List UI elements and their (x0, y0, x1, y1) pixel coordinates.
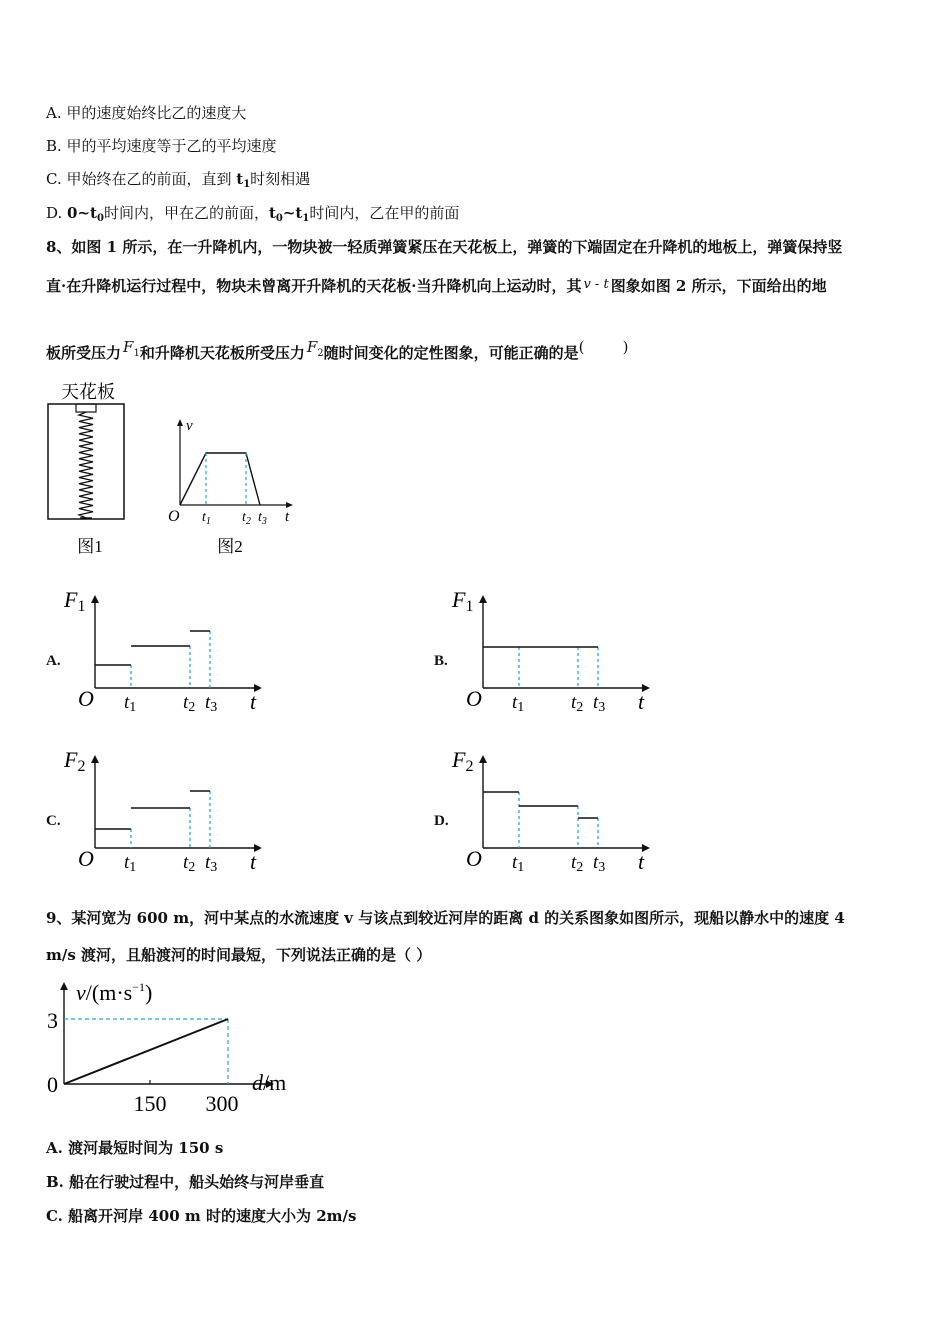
q8-stem-line2 (46, 275, 827, 296)
q8-fig2-t3-sub: 3 (261, 516, 267, 527)
q8-option-d-t1-t: t (512, 852, 518, 873)
q8-fig2-origin: O (168, 508, 180, 525)
q8-fig2-t1-sub: 1 (205, 516, 211, 527)
q8-fig2-t3 (258, 510, 267, 527)
q8-option-d-t2 (571, 852, 583, 875)
q8-option-a-t1-sub: 1 (129, 700, 137, 715)
q9-y-close: ) (145, 980, 153, 1005)
q8-option-c-f-label-f: F (64, 747, 78, 772)
q8-fig2-v-label: v (186, 418, 193, 434)
q7-option-d-a-sub: 0 (96, 213, 104, 224)
q8-option-c-t2-sub: 2 (188, 860, 196, 875)
q8-option-c-t3-sub: 3 (210, 860, 218, 875)
q8-option-b-t2 (571, 692, 583, 715)
q8-fig2-t2-t: t (242, 510, 246, 525)
q8-option-a-t1-t: t (124, 692, 130, 713)
q9-stem-line2: m/s 渡河，且船渡河的时间最短，下列说法正确的是（ ） (46, 946, 432, 964)
q8-option-d-t3-sub: 3 (598, 860, 606, 875)
q8-option-c-f-label (63, 747, 85, 775)
q8-f2-sub: 2 (317, 348, 324, 359)
q8-option-b-t3 (593, 692, 605, 715)
q8-option-d-t1 (512, 852, 524, 875)
q9-velocity-line (64, 1019, 228, 1084)
q8-f2-symbol: F (306, 338, 318, 356)
q9-y-exp: −1 (132, 980, 145, 994)
q8-option-a-f-arrow (91, 595, 99, 603)
q8-fig2-t1 (202, 510, 211, 527)
q7-option-c-t: t (236, 170, 244, 188)
q8-option-a-t-label: t (250, 689, 257, 714)
q8-fig2-v-arrow (177, 419, 183, 426)
q7-option-b: B. 甲的平均速度等于乙的平均速度 (46, 137, 277, 155)
q8-option-b-f-label-f: F (452, 587, 466, 612)
q9-graph (40, 972, 310, 1122)
q8-option-a-t2-sub: 2 (188, 700, 196, 715)
q7-option-c-post: 时刻相遇 (250, 170, 311, 188)
q9-x-tick-150: 150 (133, 1091, 167, 1116)
q8-option-a-f-label (63, 587, 85, 615)
q8-option-d-origin: O (466, 846, 482, 871)
q8-option-d-f-label (451, 747, 473, 775)
q8-fig2-t3-t: t (258, 510, 262, 525)
q8-f1-symbol: F (123, 338, 134, 356)
q7-option-d-b: t (268, 204, 276, 222)
q8-option-d-graph (448, 745, 668, 880)
q8-stem-line1: 8、如图 1 所示，在一升降机内，一物块被一轻质弹簧紧压在天花板上，弹簧的下端固定在升降机的地板上，弹簧保持竖 (46, 238, 843, 256)
q8-option-c-t1-t: t (124, 852, 130, 873)
q8-option-d-t1-sub: 1 (517, 860, 525, 875)
q9-v-arrow (60, 982, 68, 990)
q8-stem-line3 (46, 337, 629, 364)
q7-option-d-post: 时间内，乙在甲的前面 (309, 204, 460, 222)
q7-option-d-mid: 时间内，甲在乙的前面， (103, 204, 269, 222)
q8-option-c-t1 (124, 852, 136, 875)
q8-fig2-vt-curve (180, 453, 260, 505)
q8-figure1 (40, 376, 140, 556)
q9-y-v: v (76, 980, 86, 1005)
q8-fig2-t1-t: t (202, 510, 206, 525)
q8-option-b-f-arrow (479, 595, 487, 603)
q8-option-d-f-arrow (479, 755, 487, 763)
q8-fig1-spring (79, 412, 93, 518)
q7-option-d-a: 0~t (67, 204, 97, 222)
q8-option-c-f-label-sub: 2 (77, 758, 86, 775)
q7-option-d-c: ~t (282, 204, 303, 222)
q7-option-c-pre: C. 甲始终在乙的前面，直到 (46, 170, 237, 188)
q8-option-d-t2-sub: 2 (576, 860, 584, 875)
q8-f1-sub: 1 (133, 348, 140, 359)
q8-fig2-t-arrow (286, 502, 293, 508)
q8-option-d-f-label-sub: 2 (465, 758, 474, 775)
q7-option-d-pre: D. (46, 204, 68, 222)
q8-option-a-f-label-f: F (64, 587, 78, 612)
q8-stem-line3-a: 板所受压力 (46, 344, 122, 362)
q9-origin: 0 (47, 1072, 58, 1097)
q8-option-b-t1-sub: 1 (517, 700, 525, 715)
q7-option-c (46, 169, 310, 195)
q9-y-unit: /(m·s (85, 980, 133, 1005)
q8-option-d-t2-t: t (571, 852, 577, 873)
q8-option-a-label: A. (46, 653, 61, 669)
q8-option-b-t3-t: t (593, 692, 599, 713)
q7-option-d (46, 203, 459, 229)
q8-stem-line2-post: 图象如图 2 所示，下面给出的地 (610, 277, 827, 295)
q9-x-tick-300: 300 (205, 1091, 239, 1116)
q9-x-unit: /m (263, 1070, 287, 1095)
q8-option-a-graph (60, 585, 280, 720)
q8-option-a-f-label-sub: 1 (77, 598, 86, 615)
q8-option-c-t3 (205, 852, 217, 875)
q8-option-b-t3-sub: 3 (598, 700, 606, 715)
q8-option-a-origin: O (78, 686, 94, 711)
q8-fig1-block (76, 404, 96, 412)
q9-option-c: C. 船离开河岸 400 m 时的速度大小为 2m/s (46, 1207, 357, 1225)
q8-stem-line3-b: 和升降机天花板所受压力 (139, 344, 305, 362)
q8-fig1-caption: 图1 (77, 537, 103, 556)
q8-option-c-f-arrow (91, 755, 99, 763)
q8-option-b-t2-sub: 2 (576, 700, 584, 715)
q8-option-b-f-label (451, 587, 473, 615)
q8-option-b-t1-t: t (512, 692, 518, 713)
q8-option-c-t-label: t (250, 849, 257, 874)
q7-option-a: A. 甲的速度始终比乙的速度大 (46, 104, 247, 122)
q8-option-d-t3 (593, 852, 605, 875)
q9-option-b: B. 船在行驶过程中，船头始终与河岸垂直 (46, 1173, 325, 1191)
q8-option-a-t1 (124, 692, 136, 715)
q8-stem-line2-pre: 直·在升降机运行过程中，物块未曾离开升降机的天花板·当升降机向上运动时，其 (46, 277, 582, 295)
q8-option-a-t3-sub: 3 (210, 700, 218, 715)
q8-option-a-t3 (205, 692, 217, 715)
q8-option-c-t2 (183, 852, 195, 875)
q9-y-axis-label (76, 980, 152, 1005)
q8-option-d-t3-t: t (593, 852, 599, 873)
q9-x-d: d (252, 1070, 263, 1095)
q8-option-b-t1 (512, 692, 524, 715)
q8-option-c-origin: O (78, 846, 94, 871)
q8-stem-line3-c: 随时间变化的定性图象，可能正确的是 (323, 344, 579, 362)
q8-answer-paren: ( ) (578, 338, 629, 356)
q8-fig2-t2-sub: 2 (245, 516, 251, 527)
q8-option-d-label: D. (434, 813, 449, 829)
q8-option-c-t3-t: t (205, 852, 211, 873)
q8-option-c-t2-t: t (183, 852, 189, 873)
q9-y-tick-3: 3 (47, 1008, 58, 1033)
q9-x-axis-label (252, 1070, 286, 1095)
q8-option-b-t2-t: t (571, 692, 577, 713)
q8-option-b-graph (448, 585, 668, 720)
q7-option-d-b-sub: 0 (275, 213, 283, 224)
q8-vt-symbol: v - t (583, 277, 609, 292)
q8-option-a-t2-t: t (183, 692, 189, 713)
q8-option-b-origin: O (466, 686, 482, 711)
q8-option-c-label: C. (46, 813, 61, 829)
q8-fig1-title: 天花板 (61, 382, 115, 402)
q8-fig2-t2 (242, 510, 251, 527)
q8-fig1-elevator-box (48, 404, 124, 519)
q8-option-d-f-label-f: F (452, 747, 466, 772)
q8-fig2-caption: 图2 (217, 537, 243, 556)
q8-option-d-t-label: t (638, 849, 645, 874)
q8-option-a-t3-t: t (205, 692, 211, 713)
q8-option-a-t2 (183, 692, 195, 715)
q7-option-c-sub: 1 (243, 179, 251, 190)
q8-fig2-t-label: t (285, 509, 290, 525)
q8-figure2 (160, 410, 310, 560)
q8-option-c-t1-sub: 1 (129, 860, 137, 875)
q8-option-b-t-label: t (638, 689, 645, 714)
q7-option-d-c-sub: 1 (302, 213, 310, 224)
q9-stem-line1: 9、某河宽为 600 m，河中某点的水流速度 v 与该点到较近河岸的距离 d 的关系图象如图所示，现船以静水中的速度 4 (46, 909, 845, 927)
q8-option-b-f-label-sub: 1 (465, 598, 474, 615)
q8-option-b-label: B. (434, 653, 448, 669)
q9-option-a: A. 渡河最短时间为 150 s (46, 1139, 224, 1157)
q8-option-c-graph (60, 745, 280, 880)
